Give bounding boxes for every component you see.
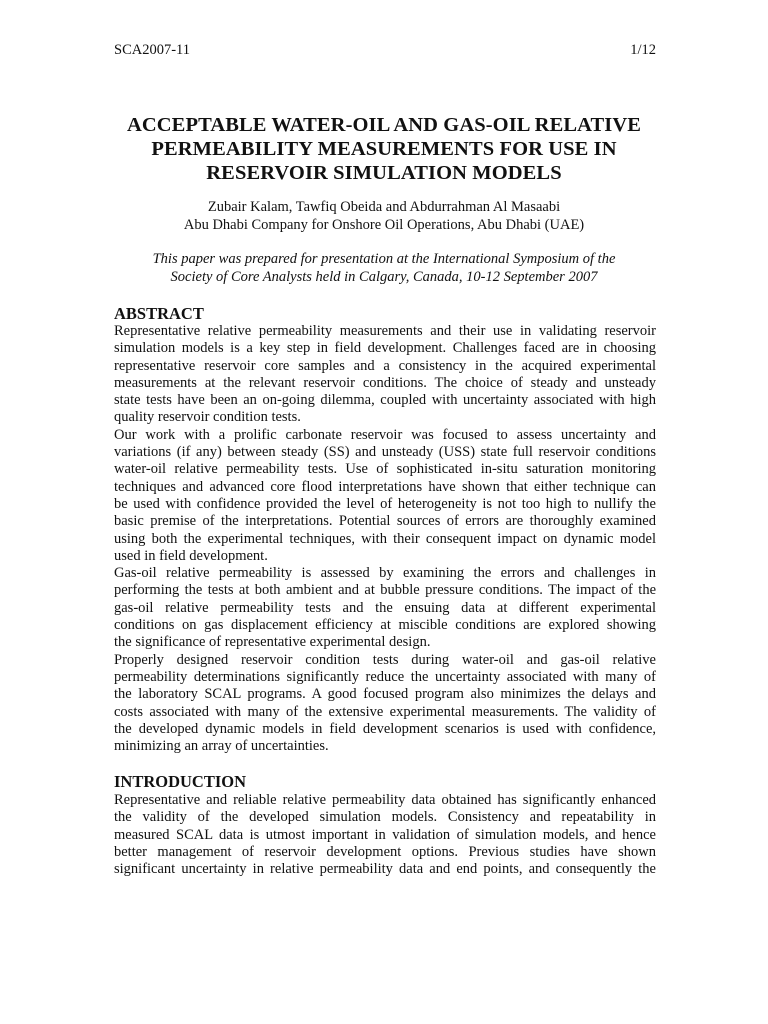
note-line: Society of Core Analysts held in Calgary, Canada, 10-12 September 2007 [170,268,598,285]
text-line: the laboratory SCAL programs. A good focused program also minimizes the delays and [114,686,656,703]
text-line: measurements at the relevant reservoir conditions. The choice of steady and unsteady [114,374,656,391]
text-line: costs associated with many of the extensive experimental measurements. The validity of [114,703,656,720]
note-line: This paper was prepared for presentation at the International Symposium of the [152,251,616,267]
title-line: PERMEABILITY MEASUREMENTS FOR USE IN [151,138,617,160]
text-line: be used with confidence provided the level of heterogeneity is not too high to nullify the [114,495,656,512]
text-line: simulation models is a key step in field development. Challenges faced are in choosing [114,340,656,357]
text-line: Representative and reliable relative permeability data obtained has significantly enhanced [114,792,656,808]
text-line: better management of reservoir development options. Previous studies have shown [114,843,656,860]
author-affiliation: Abu Dhabi Company for Onshore Oil Operations, Abu Dhabi (UAE) [183,216,585,233]
text-line: performing the tests at both ambient and at bubble pressure conditions. The impact of the [114,582,656,599]
text-line: permeability determinations significantly reduce the uncertainty associated with many of [114,668,656,685]
text-line: water-oil relative permeability tests. Use of sophisticated in-situ saturation monitoring [114,461,656,478]
text-line: Our work with a prolific carbonate reservoir was focused to assess uncertainty and [114,426,656,443]
text-line: Gas-oil relative permeability is assessed by examining the errors and challenges in [114,565,656,582]
text-line: used in field development. [114,547,268,564]
title-line: ACCEPTABLE WATER-OIL AND GAS-OIL RELATIVE [126,114,642,136]
text-line: conditions on gas displacement efficiency at miscible conditions are explored showing [114,617,656,634]
text-line: the significance of representative experimental design. [114,634,431,651]
text-line: significant uncertainty in relative permeability data and end points, and consequently the [114,861,656,878]
abstract-body [114,323,656,755]
page-header [114,42,656,59]
text-line: state tests have been an on-going dilemma, coupled with uncertainty associated with high [114,392,656,409]
text-line: the validity of the developed simulation models. Consistency and repeatability in [114,809,656,826]
text-line: techniques and advanced core flood interpretations have shown that either technique can [114,478,656,495]
text-line: representative reservoir core samples and a consistency in the acquired experimental [114,357,656,374]
page-number: 1/12 [630,42,656,58]
text-line: using both the experimental techniques, with their consequent impact on dynamic model [114,530,656,547]
text-line: variations (if any) between steady (SS) and unsteady (USS) state full reservoir conditions [114,444,656,461]
introduction-heading: INTRODUCTION [114,772,247,791]
author-block [60,199,708,234]
text-line: basic premise of the interpretations. Potential sources of errors are thoroughly examined [114,513,656,530]
text-line: gas-oil relative permeability tests and the ensuing data at different experimental [114,599,656,616]
introduction-body [114,792,656,878]
abstract-heading: ABSTRACT [114,304,204,323]
document-id: SCA2007-11 [114,42,190,58]
text-line: Properly designed reservoir condition tests during water-oil and gas-oil relative [114,651,656,668]
paper-title [60,113,708,185]
title-line: RESERVOIR SIMULATION MODELS [206,162,562,184]
text-line: minimizing an array of uncertainties. [114,738,329,755]
text-line: Representative relative permeability measurements and their use in validating reservoir [114,323,656,339]
presentation-note [60,251,708,286]
text-line: quality reservoir condition tests. [114,409,301,426]
author-names: Zubair Kalam, Tawfiq Obeida and Abdurrahman Al Masaabi [207,199,561,215]
text-line: measured SCAL data is utmost important in validation of simulation models, and hence [114,826,656,843]
text-line: the developed dynamic models in field development scenarios is used with confidence, [114,720,656,737]
